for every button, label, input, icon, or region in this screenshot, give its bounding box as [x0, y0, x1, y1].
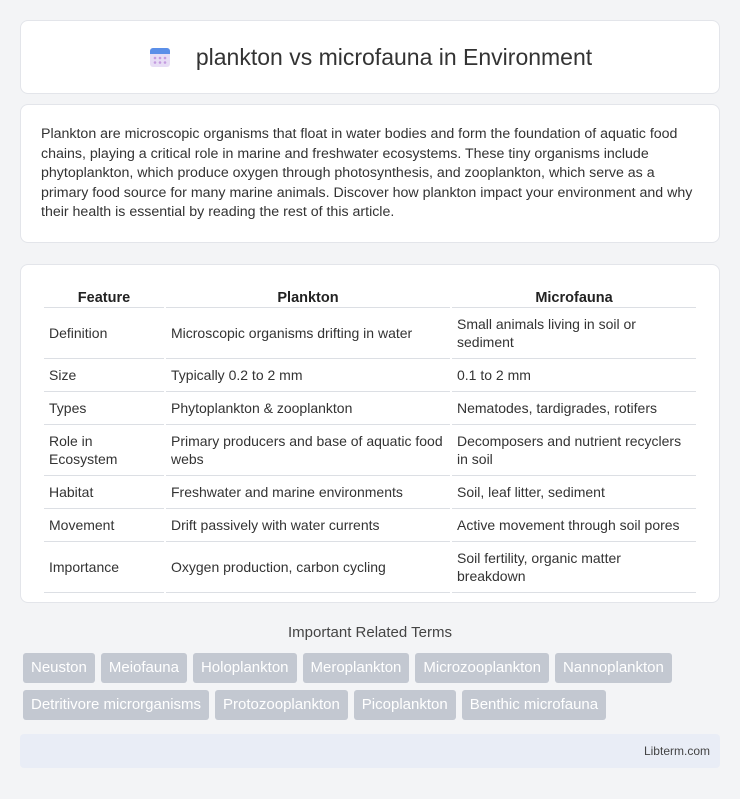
- header-microfauna: Microfauna: [452, 285, 696, 308]
- header-plankton: Plankton: [166, 285, 450, 308]
- table-cell: Typically 0.2 to 2 mm: [166, 359, 450, 392]
- footer: [20, 734, 720, 768]
- table-row: [44, 392, 696, 425]
- table-cell: Freshwater and marine environments: [166, 476, 450, 509]
- related-terms-title: Important Related Terms: [288, 624, 452, 641]
- related-terms-list: [23, 653, 720, 720]
- table-cell: Nematodes, tardigrades, rotifers: [452, 392, 696, 425]
- table-cell: Drift passively with water currents: [166, 509, 450, 542]
- table-cell: Size: [44, 359, 164, 392]
- tag-holoplankton[interactable]: Holoplankton: [193, 653, 297, 683]
- table-cell: Importance: [44, 542, 164, 593]
- table-cell: Movement: [44, 509, 164, 542]
- table-cell: Types: [44, 392, 164, 425]
- tag-meroplankton[interactable]: Meroplankton: [303, 653, 410, 683]
- page-title: plankton vs microfauna in Environment: [195, 43, 593, 70]
- table-cell: Role in Ecosystem: [44, 425, 164, 476]
- header-card: [20, 20, 720, 94]
- table-row: [44, 476, 696, 509]
- table-cell: Definition: [44, 308, 164, 359]
- table-cell: Phytoplankton & zooplankton: [166, 392, 450, 425]
- table-row: [44, 359, 696, 392]
- comparison-table-card: [20, 264, 720, 603]
- table-cell: Habitat: [44, 476, 164, 509]
- table-row: [44, 542, 696, 593]
- tag-nannoplankton[interactable]: Nannoplankton: [555, 653, 672, 683]
- comparison-table: [42, 285, 698, 593]
- tag-neuston[interactable]: Neuston: [23, 653, 95, 683]
- table-cell: Soil fertility, organic matter breakdown: [452, 542, 696, 593]
- table-cell: Active movement through soil pores: [452, 509, 696, 542]
- tag-detritivore-microrganisms[interactable]: Detritivore microrganisms: [23, 690, 209, 720]
- table-cell: Soil, leaf litter, sediment: [452, 476, 696, 509]
- tag-protozooplankton[interactable]: Protozooplankton: [215, 690, 348, 720]
- table-cell: Oxygen production, carbon cycling: [166, 542, 450, 593]
- tag-picoplankton[interactable]: Picoplankton: [354, 690, 456, 720]
- tag-meiofauna[interactable]: Meiofauna: [101, 653, 187, 683]
- table-cell: Small animals living in soil or sediment: [452, 308, 696, 359]
- footer-site-link[interactable]: Libterm.com: [643, 744, 710, 758]
- table-row: [44, 308, 696, 359]
- table-row: [44, 509, 696, 542]
- calendar-icon: [148, 45, 172, 69]
- intro-text: Plankton are microscopic organisms that float in water bodies and form the foundation of aquatic food chains, playing a critical role in marine and freshwater ecosystems. These tiny organisms include phytoplankton, which produce oxygen through photosynthesis, and zooplankton, which serve as a primary food source for many marine animals. Discover how plankton impact your environment and why their health is essential by reading the rest of this article.: [41, 126, 693, 221]
- table-cell: Primary producers and base of aquatic food webs: [166, 425, 450, 476]
- intro-card: [20, 104, 720, 243]
- table-cell: Microscopic organisms drifting in water: [166, 308, 450, 359]
- tag-microzooplankton[interactable]: Microzooplankton: [415, 653, 549, 683]
- table-header-row: [44, 285, 696, 308]
- tag-benthic-microfauna[interactable]: Benthic microfauna: [462, 690, 606, 720]
- table-cell: Decomposers and nutrient recyclers in soil: [452, 425, 696, 476]
- table-cell: 0.1 to 2 mm: [452, 359, 696, 392]
- table-row: [44, 425, 696, 476]
- header-feature: Feature: [44, 285, 164, 308]
